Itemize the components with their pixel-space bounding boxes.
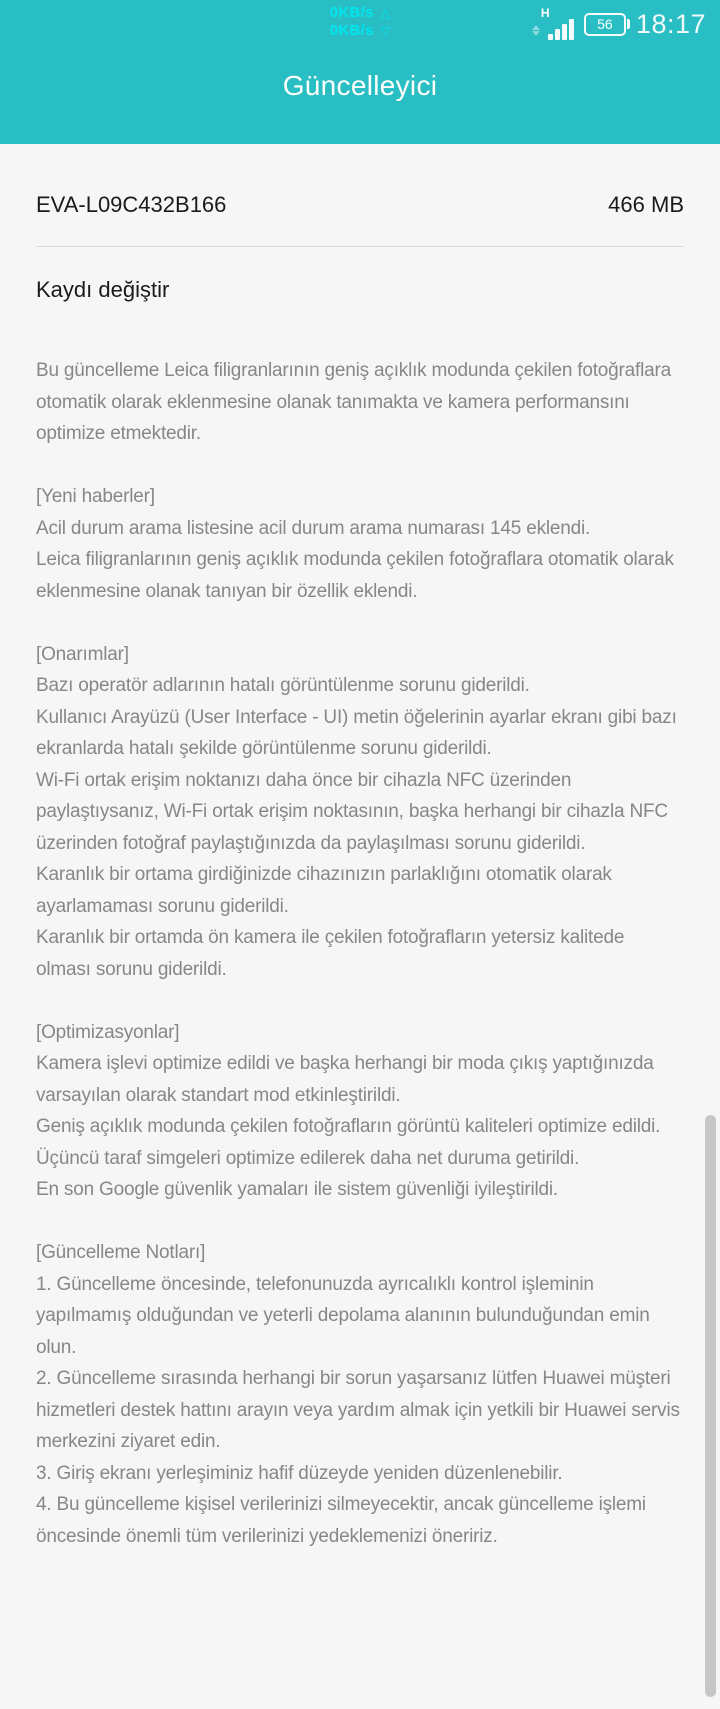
- section-item: 2. Güncelleme sırasında herhangi bir sorun yaşarsanız lütfen Huawei müşteri hizmetleri destek hattını arayın veya yardım almak için yetkili bir Huawei servis merkezini ziyaret edin.: [36, 1368, 680, 1452]
- battery-nub: [627, 19, 630, 29]
- section-item: 1. Güncelleme öncesinde, telefonunuzda ayrıcalıklı kontrol işleminin yapılmamış olduğundan ve yeterli depolama alanının bulunduğundan emin olun.: [36, 1273, 650, 1358]
- section-item: Bazı operatör adlarının hatalı görüntülenme sorunu giderildi.: [36, 675, 530, 696]
- changelog-intro: Bu güncelleme Leica filigranlarının geniş açıklık modunda çekilen fotoğraflara otomatik olarak eklenmesine olanak tanımakta ve kamera performansını optimize etmektedir.: [36, 360, 671, 444]
- download-speed: 0KB/s: [329, 22, 374, 39]
- section-item: 4. Bu güncelleme kişisel verilerinizi silmeyecektir, ancak güncelleme işlemi öncesinde önemli tüm verilerinizi yedeklemenizi öneririz.: [36, 1494, 646, 1547]
- upload-speed-row: [330, 4, 391, 22]
- data-activity-arrows-icon: [532, 25, 540, 36]
- section-item: Acil durum arama listesine acil durum arama numarası 145 eklendi.: [36, 517, 591, 539]
- upload-arrow-icon: △: [380, 6, 391, 20]
- network-type-indicator: H: [540, 6, 550, 20]
- section-title: [Onarımlar]: [36, 643, 129, 665]
- scrollbar-thumb[interactable]: [705, 1115, 716, 1697]
- section-item: Kullanıcı Arayüzü (User Interface - UI) metin öğelerinin ayarlar ekranı gibi bazı ekranlarda hatalı şekilde görüntülenme sorunu giderildi.: [36, 706, 677, 759]
- section-item: Karanlık bir ortama girdiğinizde cihazınızın parlaklığını otomatik olarak ayarlamaması sorunu giderildi.: [36, 864, 612, 917]
- version-row: [36, 144, 684, 246]
- section-item: Leica filigranlarının geniş açıklık modunda çekilen fotoğraflara otomatik olarak eklenmesine olanak tanıyan bir özellik eklendi.: [36, 549, 674, 602]
- changelog-section: [36, 1017, 684, 1206]
- changelog-body[interactable]: [36, 355, 684, 1552]
- status-bar: [0, 0, 720, 48]
- changelog-title: Kaydı değiştir: [36, 277, 170, 302]
- changelog-section: [36, 481, 684, 607]
- app-header: [0, 0, 720, 144]
- changelog-section: [36, 1237, 684, 1552]
- battery-level: 56: [597, 16, 613, 32]
- section-item: Kamera işlevi optimize edildi ve başka herhangi bir moda çıkış yaptığınızda varsayılan olarak standart mod etkinleştirildi.: [36, 1053, 654, 1106]
- section-item: Karanlık bir ortamda ön kamera ile çekilen fotoğrafların yetersiz kalitede olması sorunu giderildi.: [36, 927, 625, 980]
- status-icons: [532, 0, 706, 48]
- update-content: [0, 144, 720, 1552]
- download-arrow-icon: ▽: [380, 24, 391, 38]
- update-size: 466 MB: [608, 192, 684, 217]
- clock-time: 18:17: [635, 8, 706, 39]
- section-title: [Optimizasyonlar]: [36, 1021, 180, 1043]
- signal-strength-icon: [532, 6, 574, 42]
- section-title: [Güncelleme Notları]: [36, 1242, 206, 1263]
- section-item: 3. Giriş ekranı yerleşiminiz hafif düzeyde yeniden düzenlenebilir.: [36, 1462, 563, 1484]
- section-title: [Yeni haberler]: [36, 486, 155, 507]
- battery-icon: [584, 13, 626, 36]
- section-item: Wi-Fi ortak erişim noktanızı daha önce bir cihazla NFC üzerinden paylaştıysanız, Wi-Fi ortak erişim noktasının, başka herhangi bir cihazla NFC üzerinden fotoğraf paylaştığınızda da paylaşılması sorunu giderildi.: [36, 769, 668, 854]
- page-title: Güncelleyici: [282, 70, 438, 101]
- section-item: Geniş açıklık modunda çekilen fotoğrafların görüntü kaliteleri optimize edildi.: [36, 1116, 661, 1137]
- network-speed-indicator: [330, 4, 391, 40]
- version-label: EVA-L09C432B166: [36, 192, 227, 217]
- upload-speed: 0KB/s: [329, 4, 374, 21]
- changelog-section: [36, 639, 684, 986]
- section-item: En son Google güvenlik yamaları ile sistem güvenliği iyileştirildi.: [36, 1179, 559, 1200]
- section-item: Üçüncü taraf simgeleri optimize edilerek daha net duruma getirildi.: [36, 1147, 580, 1169]
- download-speed-row: [330, 22, 391, 40]
- signal-bars-icon: [548, 19, 574, 40]
- divider: [36, 246, 684, 247]
